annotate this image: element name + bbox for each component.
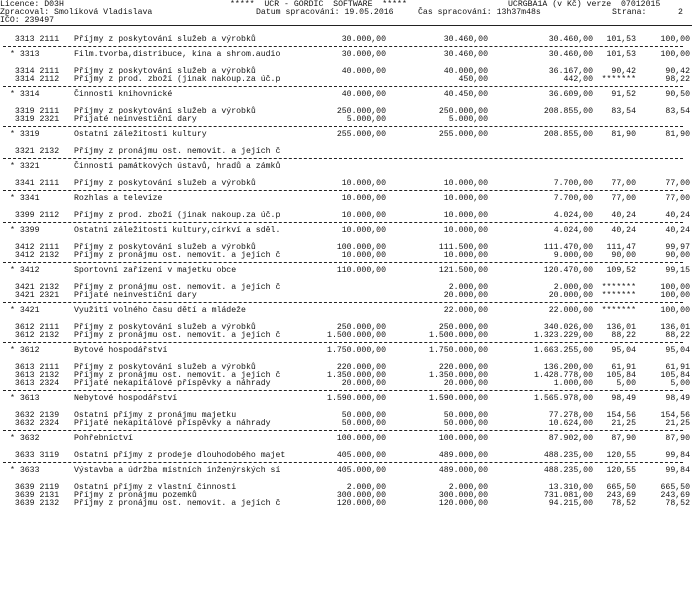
subtotal-row [0,435,692,443]
table-row [0,420,692,428]
table-row [0,500,692,508]
cell-p1: ******* [601,306,636,315]
subtotal-row [0,267,692,275]
cell-c3: 10.624,00 [548,419,593,428]
cell-c2: 1.590.000,00 [429,394,488,403]
cell-code: * 3412 [10,266,40,275]
cell-c2: 111.500,00 [438,243,488,252]
cell-c3: 36.167,00 [548,67,593,76]
cell-name: Příjmy z poskytování služeb a výrobků [74,107,256,116]
subtotal-divider [3,262,683,263]
cell-p1: 243,69 [606,491,636,500]
cell-p1: 77,00 [611,179,636,188]
cell-code: 3313 2111 [10,35,60,44]
cell-code: 3314 2111 [10,67,60,76]
cell-c2: 22.000,00 [443,306,488,315]
cell-c1: 5.000,00 [346,115,386,124]
cell-p2: 154,56 [660,411,690,420]
cell-c1: 40.000,00 [341,67,386,76]
cell-c3: 30.460,00 [548,35,593,44]
cell-code: 3319 2321 [10,115,60,124]
cell-p2: 61,91 [665,363,690,372]
page-number: 2 [678,8,683,17]
cell-name: Ostatní příjmy z prodeje dlouhodobého majet [74,451,286,460]
cell-code: 3412 2132 [10,251,60,260]
subtotal-row [0,347,692,355]
cell-name: Využití volného času dětí a mládeže [74,306,246,315]
cell-p2: 136,01 [660,323,690,332]
cell-name: Příjmy z pronájmu ost. nemovit. a jejích č [74,499,281,508]
cell-c2: 10.000,00 [443,226,488,235]
cell-c3: 208.855,00 [543,130,593,139]
subtotal-row [0,395,692,403]
cell-p2: 40,24 [665,226,690,235]
table-row [0,36,692,44]
header-line-3 [0,17,692,25]
cell-p2: 90,42 [665,67,690,76]
cell-code: * 3314 [10,90,40,99]
cell-c2: 489.000,00 [438,451,488,460]
cell-p2: 100,00 [660,291,690,300]
cell-p2: 100,00 [660,306,690,315]
cell-code: * 3399 [10,226,40,235]
cell-name: Rozhlas a televize [74,194,163,203]
cell-p1: 98,49 [611,394,636,403]
cell-name: Příjmy z pronájmu ost. nemovit. a jejích č [74,371,281,380]
cell-c3: 1.565.978,00 [534,394,593,403]
cell-code: 3412 2111 [10,243,60,252]
cell-c3: 13.310,00 [548,483,593,492]
cell-p1: 61,91 [611,363,636,372]
cell-name: Ostatní příjmy z pronájmu majetku [74,411,237,420]
cell-name: Příjmy z pronájmu ost. nemovit. a jejích č [74,331,281,340]
cell-c2: 120.000,00 [438,499,488,508]
cell-code: 3399 2112 [10,211,60,220]
cell-c2: 50.000,00 [443,411,488,420]
cell-name: Film.tvorba,distribuce, kina a shrom.audio [74,50,281,59]
cell-c3: 30.460,00 [548,50,593,59]
subtotal-row [0,131,692,139]
cell-code: * 3421 [10,306,40,315]
cell-c3: 1.323.229,00 [534,331,593,340]
cell-name: Příjmy z poskytování služeb a výrobků [74,323,256,332]
cell-c2: 250.000,00 [438,323,488,332]
cell-c1: 50.000,00 [341,411,386,420]
subtotal-divider [3,86,683,87]
cell-code: 3341 2111 [10,179,60,188]
software-title: ***** UCR - GORDIC SOFTWARE ***** [230,0,407,9]
cell-p2: 90,50 [665,90,690,99]
subtotal-divider [3,430,683,431]
cell-name: Příjmy z pronájmu pozemků [74,491,197,500]
cell-c3: 22.000,00 [548,306,593,315]
cell-code: 3639 2132 [10,499,60,508]
subtotal-row [0,307,692,315]
cell-name: Příjmy z pronájmu ost. nemovit. a jejích č [74,147,281,156]
cell-c1: 10.000,00 [341,194,386,203]
cell-code: 3612 2111 [10,323,60,332]
cell-c2: 40.450,00 [443,90,488,99]
subtotal-divider [3,302,683,303]
cell-p2: 87,90 [665,434,690,443]
cell-c2: 220.000,00 [438,363,488,372]
cell-c3: 2.000,00 [553,283,593,292]
table-row [0,332,692,340]
cell-c2: 1.750.000,00 [429,346,488,355]
cell-c2: 1.500.000,00 [429,331,488,340]
cell-c2: 255.000,00 [438,130,488,139]
cell-c3: 94.215,00 [548,499,593,508]
cell-c2: 40.000,00 [443,67,488,76]
cell-c3: 120.470,00 [543,266,593,275]
page-label: Strana: [612,8,647,17]
cell-code: 3613 2132 [10,371,60,380]
header-line-2 [0,9,692,17]
cell-name: Příjmy z poskytování služeb a výrobků [74,363,256,372]
cell-code: * 3321 [10,162,40,171]
cell-p1: 109,52 [606,266,636,275]
cell-name: Pohřebnictví [74,434,133,443]
cell-p2: 99,84 [665,466,690,475]
cell-c2: 2.000,00 [448,283,488,292]
cell-name: Bytové hospodářství [74,346,168,355]
cell-c2: 10.000,00 [443,194,488,203]
cell-c1: 110.000,00 [336,266,386,275]
cell-c3: 111.470,00 [543,243,593,252]
table-row [0,148,692,156]
table-row [0,180,692,188]
cell-p1: 81,90 [611,130,636,139]
cell-p1: 101,53 [606,50,636,59]
cell-name: Příjmy z poskytování služeb a výrobků [74,35,256,44]
cell-p1: ******* [601,75,636,84]
cell-p1: 78,52 [611,499,636,508]
cell-c1: 10.000,00 [341,179,386,188]
cell-name: Výstavba a údržba místních inženýrských sí [74,466,281,475]
cell-p2: 77,00 [665,179,690,188]
cell-code: * 3613 [10,394,40,403]
table-row [0,252,692,260]
cell-p1: 91,52 [611,90,636,99]
cell-c3: 1.000,00 [553,379,593,388]
cell-code: * 3313 [10,50,40,59]
cell-code: * 3612 [10,346,40,355]
cell-c3: 340.026,00 [543,323,593,332]
cell-p1: 87,90 [611,434,636,443]
subtotal-divider [3,342,683,343]
cell-p1: 40,24 [611,211,636,220]
cell-p1: 77,00 [611,194,636,203]
cell-c1: 405.000,00 [336,466,386,475]
subtotal-row [0,467,692,475]
cell-c1: 405.000,00 [336,451,386,460]
cell-name: Ostatní záležitosti kultury,církví a sděl. [74,226,281,235]
cell-c1: 50.000,00 [341,419,386,428]
cell-p2: 21,25 [665,419,690,428]
cell-p2: 90,00 [665,251,690,260]
cell-p2: 100,00 [660,283,690,292]
cell-code: 3633 3119 [10,451,60,460]
subtotal-row [0,195,692,203]
cell-p2: 83,54 [665,107,690,116]
cell-p1: 95,04 [611,346,636,355]
subtotal-row [0,163,692,171]
cell-p1: ******* [601,291,636,300]
cell-name: Sportovní zařízení v majetku obce [74,266,237,275]
cell-name: Příjmy z pronájmu ost. nemovit. a jejích č [74,283,281,292]
cell-p2: 98,22 [665,75,690,84]
cell-p1: 136,01 [606,323,636,332]
cell-code: 3632 2139 [10,411,60,420]
processing-time: Čas spracování: 13h37m48s [418,8,541,17]
cell-c3: 488.235,00 [543,451,593,460]
cell-code: 3314 2112 [10,75,60,84]
cell-code: 3613 2111 [10,363,60,372]
cell-p1: 120,55 [606,451,636,460]
subtotal-divider [3,222,683,223]
cell-p1: 88,22 [611,331,636,340]
cell-p1: 90,42 [611,67,636,76]
cell-p1: 21,25 [611,419,636,428]
cell-c2: 489.000,00 [438,466,488,475]
cell-code: * 3341 [10,194,40,203]
cell-c2: 1.350.000,00 [429,371,488,380]
cell-name: Příjmy z poskytování služeb a výrobků [74,243,256,252]
cell-code: 3319 2111 [10,107,60,116]
cell-c3: 488.235,00 [543,466,593,475]
cell-c2: 2.000,00 [448,483,488,492]
cell-c3: 208.855,00 [543,107,593,116]
cell-p2: 78,52 [665,499,690,508]
cell-code: 3421 2132 [10,283,60,292]
subtotal-divider [3,462,683,463]
cell-c2: 10.000,00 [443,179,488,188]
table-row [0,116,692,124]
cell-name: Příjmy z poskytování služeb a výrobků [74,67,256,76]
cell-name: Příjmy z poskytování služeb a výrobků [74,179,256,188]
cell-name: Činnosti památkových ústavů, hradů a zámků [74,162,281,171]
cell-name: Příjmy z pronájmu ost. nemovit. a jejích č [74,251,281,260]
cell-c1: 250.000,00 [336,107,386,116]
cell-p2: 99,84 [665,451,690,460]
ico-label: IČO: 239497 [0,16,55,25]
cell-c3: 20.000,00 [548,291,593,300]
cell-p1: 120,55 [606,466,636,475]
cell-c1: 40.000,00 [341,90,386,99]
cell-c1: 300.000,00 [336,491,386,500]
cell-p2: 99,15 [665,266,690,275]
cell-p1: 154,56 [606,411,636,420]
cell-p2: 88,22 [665,331,690,340]
cell-c3: 7.700,00 [553,179,593,188]
cell-p2: 100,00 [660,35,690,44]
cell-c3: 87.902,00 [548,434,593,443]
cell-c2: 450,00 [458,75,488,84]
cell-p1: 40,24 [611,226,636,235]
subtotal-divider [3,46,683,47]
subtotal-row [0,51,692,59]
cell-name: Přijaté nekapitálové příspěvky a náhrady [74,379,271,388]
cell-name: Nebytové hospodářství [74,394,178,403]
cell-p2: 105,84 [660,371,690,380]
cell-name: Ostatní příjmy z vlastní činnosti [74,483,237,492]
cell-code: * 3632 [10,434,40,443]
cell-p2: 77,00 [665,194,690,203]
table-row [0,292,692,300]
cell-c1: 10.000,00 [341,226,386,235]
header-divider [0,25,692,26]
subtotal-row [0,91,692,99]
processed-by: Zpracoval: Smolíková Vladislava [0,8,153,17]
cell-c3: 1.428.778,00 [534,371,593,380]
cell-c1: 10.000,00 [341,251,386,260]
cell-c2: 30.460,00 [443,35,488,44]
cell-p2: 99,97 [665,243,690,252]
cell-p2: 665,50 [660,483,690,492]
subtotal-divider [3,126,683,127]
cell-p2: 40,24 [665,211,690,220]
table-row [0,76,692,84]
cell-c2: 10.000,00 [443,211,488,220]
licence-label: Licence: D03H [0,0,64,9]
cell-c1: 100.000,00 [336,434,386,443]
cell-p1: 665,50 [606,483,636,492]
cell-p2: 100,00 [660,50,690,59]
cell-name: Činnosti knihovnické [74,90,173,99]
cell-c1: 1.590.000,00 [327,394,386,403]
cell-c1: 255.000,00 [336,130,386,139]
cell-c2: 10.000,00 [443,251,488,260]
cell-p2: 95,04 [665,346,690,355]
cell-code: 3321 2132 [10,147,60,156]
cell-name: Příjmy z prod. zboží (jinak nakoup.za úč.p [74,75,281,84]
subtotal-divider [3,390,683,391]
cell-c1: 2.000,00 [346,483,386,492]
cell-c1: 250.000,00 [336,323,386,332]
cell-c2: 30.460,00 [443,50,488,59]
cell-c3: 36.609,00 [548,90,593,99]
cell-c3: 442,00 [563,75,593,84]
cell-code: * 3633 [10,466,40,475]
cell-code: 3421 2321 [10,291,60,300]
cell-p1: 101,53 [606,35,636,44]
cell-c1: 120.000,00 [336,499,386,508]
table-row [0,452,692,460]
cell-c3: 136.200,00 [543,363,593,372]
cell-c1: 1.750.000,00 [327,346,386,355]
cell-c1: 30.000,00 [341,35,386,44]
cell-c3: 731.081,00 [543,491,593,500]
cell-p1: ******* [601,283,636,292]
cell-c2: 20.000,00 [443,379,488,388]
cell-c2: 20.000,00 [443,291,488,300]
cell-c1: 30.000,00 [341,50,386,59]
cell-c1: 1.350.000,00 [327,371,386,380]
cell-c2: 121.500,00 [438,266,488,275]
cell-c2: 5.000,00 [448,115,488,124]
report-id: UCRGBA1A (v Kč) verze 07012015 [508,0,661,9]
cell-c3: 77.278,00 [548,411,593,420]
cell-c2: 300.000,00 [438,491,488,500]
cell-p1: 111,47 [606,243,636,252]
cell-code: 3612 2132 [10,331,60,340]
cell-c1: 20.000,00 [341,379,386,388]
cell-code: * 3319 [10,130,40,139]
cell-c3: 7.700,00 [553,194,593,203]
cell-c3: 9.000,00 [553,251,593,260]
cell-c3: 4.024,00 [553,211,593,220]
cell-p2: 98,49 [665,394,690,403]
cell-name: Příjmy z prod. zboží (jinak nakoup.za úč.p [74,211,281,220]
subtotal-divider [3,158,683,159]
cell-p1: 83,54 [611,107,636,116]
cell-p2: 81,90 [665,130,690,139]
subtotal-row [0,227,692,235]
cell-c1: 1.500.000,00 [327,331,386,340]
cell-c1: 100.000,00 [336,243,386,252]
cell-name: Přijaté neinvestiční dary [74,115,197,124]
cell-name: Přijaté neinvestiční dary [74,291,197,300]
cell-name: Přijaté nekapitálové příspěvky a náhrady [74,419,271,428]
cell-p2: 5,00 [670,379,690,388]
table-row [0,380,692,388]
processing-date: Datum spracování: 19.05.2016 [256,8,394,17]
cell-code: 3632 2324 [10,419,60,428]
cell-c2: 250.000,00 [438,107,488,116]
cell-p1: 90,00 [611,251,636,260]
cell-code: 3639 2131 [10,491,60,500]
cell-c2: 100.000,00 [438,434,488,443]
subtotal-divider [3,190,683,191]
table-row [0,212,692,220]
cell-p1: 105,84 [606,371,636,380]
cell-c3: 4.024,00 [553,226,593,235]
cell-c1: 10.000,00 [341,211,386,220]
cell-p2: 243,69 [660,491,690,500]
cell-c2: 50.000,00 [443,419,488,428]
cell-p1: 5,00 [616,379,636,388]
cell-name: Ostatní záležitosti kultury [74,130,207,139]
cell-code: 3639 2119 [10,483,60,492]
cell-c1: 220.000,00 [336,363,386,372]
cell-code: 3613 2324 [10,379,60,388]
cell-c3: 1.663.255,00 [534,346,593,355]
